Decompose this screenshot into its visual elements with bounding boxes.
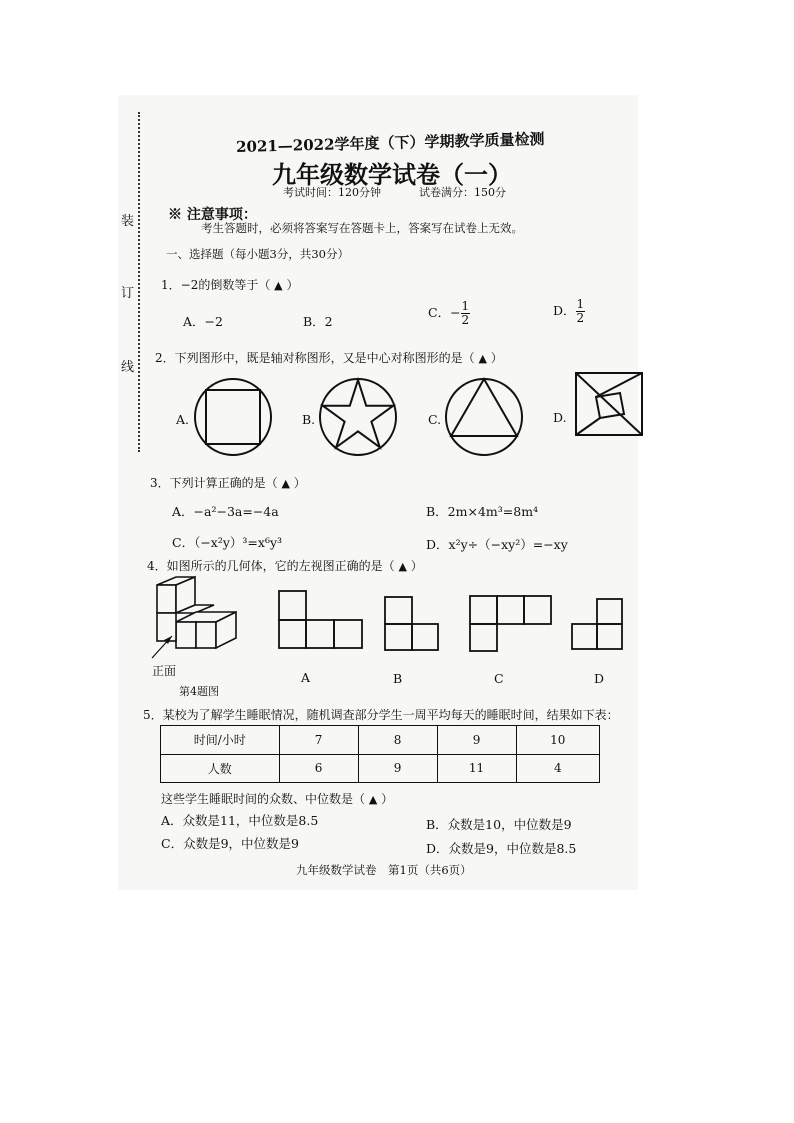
exam-time: 考试时间：120分钟 (283, 186, 381, 199)
table-cell: 4 (516, 754, 599, 783)
q4-label-c: C (494, 671, 504, 686)
table-cell: 人数 (161, 754, 280, 783)
q4-option-a-view (279, 591, 362, 648)
q3-stem: 3．下列计算正确的是（ ▲ ） (150, 476, 306, 490)
table-cell: 9 (437, 726, 516, 755)
table-row (161, 726, 600, 755)
q5-option-b: B．众数是10，中位数是9 (426, 817, 572, 832)
table-cell: 8 (358, 726, 437, 755)
full-score: 试卷满分：150分 (419, 186, 506, 199)
table-cell: 6 (279, 754, 358, 783)
q3-option-b: B．2m×4m³=8m⁴ (426, 504, 539, 519)
page-footer: 九年级数学试卷 第1页（共6页） (296, 863, 472, 877)
binding-char-1: 装 (121, 214, 135, 229)
q4-label-b: B (393, 671, 403, 686)
q4-solid-figure (157, 577, 236, 648)
q4-stem: 4．如图所示的几何体，它的左视图正确的是（ ▲ ） (147, 559, 423, 573)
q4-figure-caption: 第4题图 (179, 685, 219, 698)
q1-option-b: B．2 (303, 314, 333, 329)
table-cell: 11 (437, 754, 516, 783)
q4-option-b-view (385, 597, 438, 650)
q3-option-a: A．−a²−3a=−4a (172, 504, 279, 519)
table-cell: 7 (279, 726, 358, 755)
q5-option-a: A．众数是11，中位数是8.5 (161, 813, 319, 828)
q5-option-c: C．众数是9，中位数是9 (161, 836, 299, 851)
q3-option-d: D．x²y÷（−xy²）=−xy (426, 537, 568, 552)
q4-option-d-view (572, 599, 622, 649)
exam-title-line1: 2021—2022学年度（下）学期教学质量检测 (235, 129, 545, 157)
q4-front-label: 正面 (152, 664, 177, 678)
table-cell: 时间/小时 (161, 726, 280, 755)
q2-label-c: C. (428, 412, 442, 427)
q1-stem: 1．−2的倒数等于（ ▲ ） (161, 278, 299, 292)
q5-option-d: D．众数是9，中位数是8.5 (426, 841, 577, 856)
q2-stem: 2．下列图形中，既是轴对称图形，又是中心对称图形的是（ ▲ ） (155, 351, 503, 365)
q5-sleep-table (160, 725, 600, 783)
exam-title-line2: 九年级数学试卷（一） (272, 160, 512, 189)
binding-char-2: 订 (121, 286, 135, 301)
q5-question: 这些学生睡眠时间的众数、中位数是（ ▲ ） (161, 792, 394, 806)
notice-heading: ※ 注意事项： (168, 207, 257, 223)
q2-label-d: D. (553, 410, 567, 425)
q4-option-c-view (470, 596, 551, 651)
q4-label-a: A (301, 670, 311, 685)
q3-option-c: C．（−x²y）³=x⁶y³ (172, 535, 283, 550)
binding-char-3: 线 (121, 360, 135, 375)
q1-option-c: C．− $\frac{1}{2}$ (428, 299, 470, 328)
q2-label-a: A. (176, 412, 190, 427)
q5-stem: 5．某校为了解学生睡眠情况，随机调查部分学生一周平均每天的睡眠时间，结果如下表： (143, 708, 619, 722)
table-cell: 9 (358, 754, 437, 783)
section-title: 一、选择题（每小题3分，共30分） (166, 247, 349, 261)
notice-text: 考生答题时，必须将答案写在答题卡上，答案写在试卷上无效。 (201, 221, 523, 235)
table-cell: 10 (516, 726, 599, 755)
q4-label-d: D (594, 671, 605, 686)
table-row (161, 754, 600, 783)
q1-option-a: A．−2 (183, 314, 223, 329)
q1-option-d: D． $\frac{1}{2}$ (553, 297, 585, 326)
q2-label-b: B. (302, 412, 316, 427)
